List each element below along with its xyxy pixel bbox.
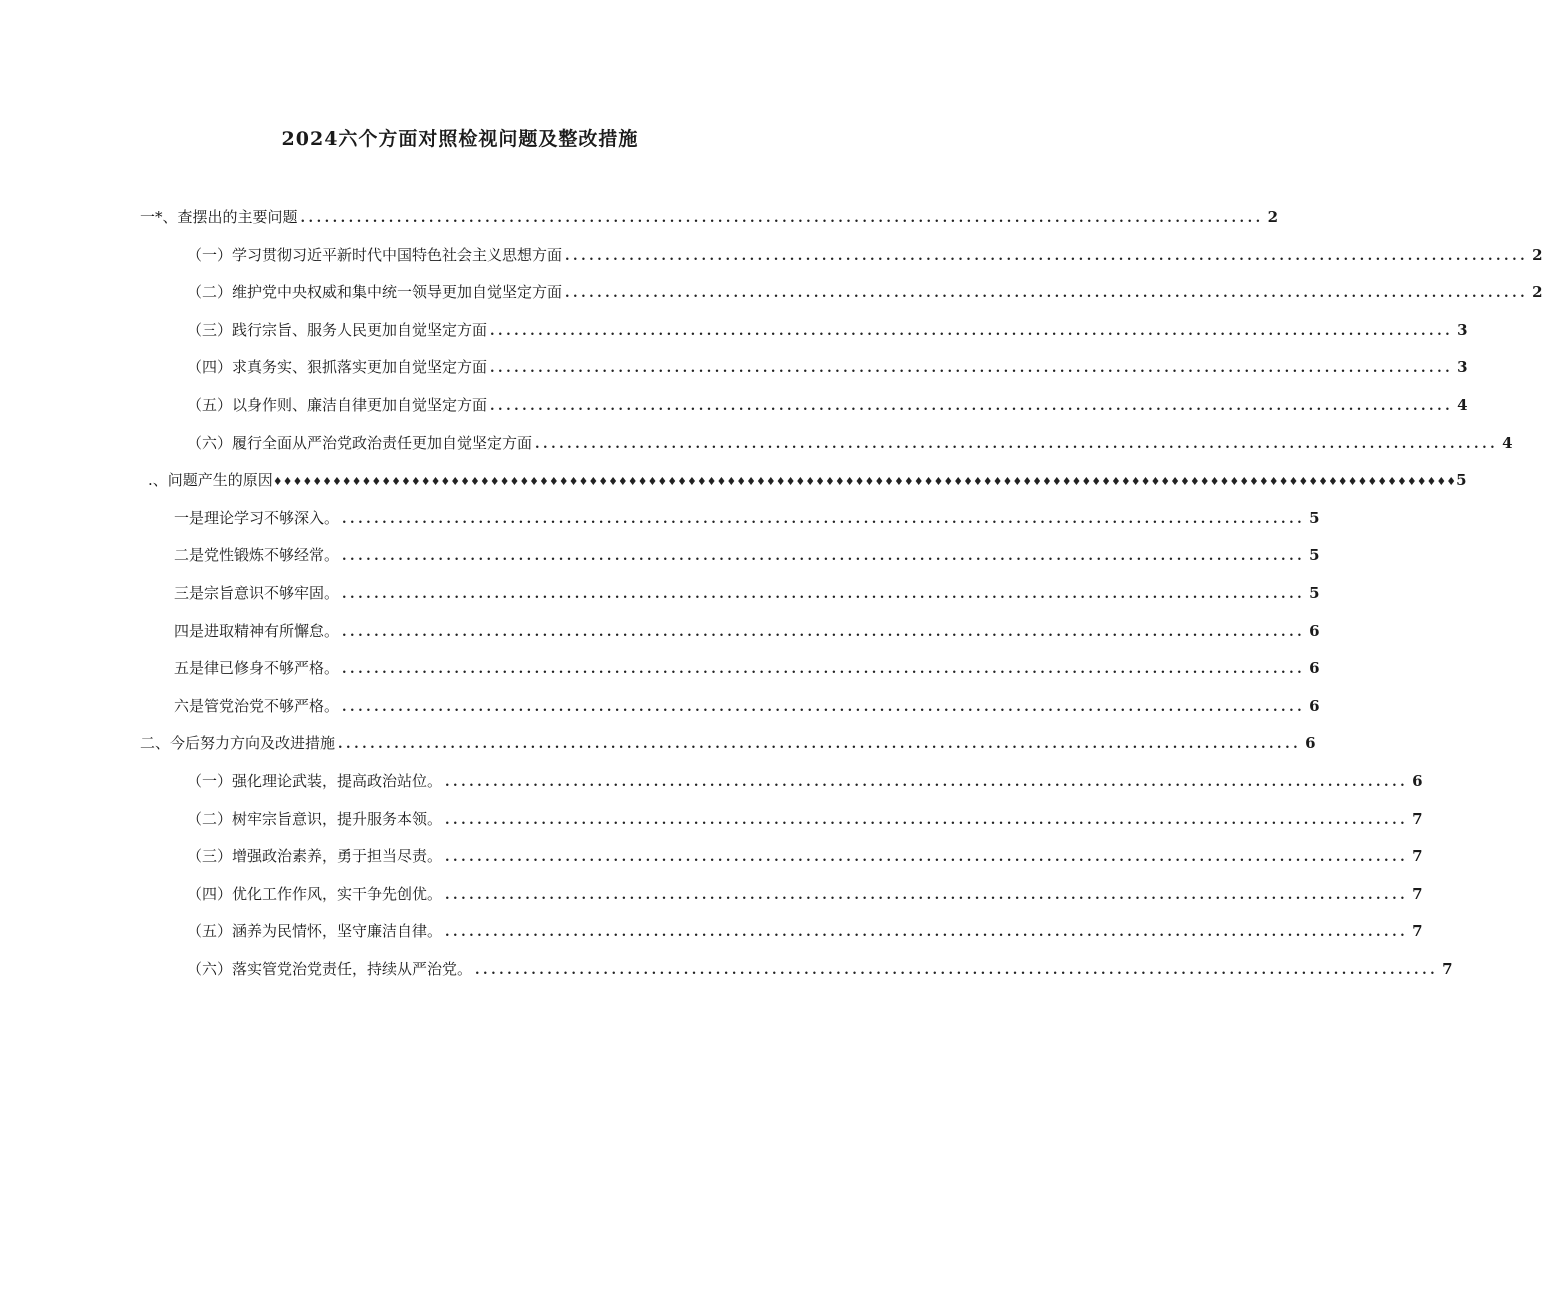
toc-leader: ........................................................................................................................ (445, 813, 1409, 828)
toc-entry[interactable] (140, 732, 1316, 754)
toc-page-number: 7 (1412, 885, 1423, 903)
toc-entry[interactable] (174, 582, 1320, 604)
toc-page-number: 4 (1457, 396, 1468, 414)
toc-page-number: 5 (1309, 509, 1320, 527)
toc-leader: ........................................................................................................................ (342, 587, 1306, 602)
toc-entry[interactable] (187, 319, 1468, 341)
toc-leader: ........................................................................................................................ (490, 361, 1454, 376)
toc-leader: ........................................................................................................................ (445, 888, 1409, 903)
toc-entry-label: 二是党性锻炼不够经常。 (174, 546, 340, 564)
toc-entry-label: 五是律已修身不够严格。 (174, 659, 340, 677)
toc-entry[interactable] (174, 544, 1320, 566)
toc-entry[interactable] (187, 394, 1468, 416)
toc-leader: ........................................................................................................................ (342, 662, 1306, 677)
toc-page-number: 7 (1412, 810, 1423, 828)
toc-leader: ........................................................................................................................ (490, 399, 1454, 414)
toc-entry-label: （二）维护党中央权威和集中统一领导更加自觉坚定方面 (187, 283, 563, 301)
toc-entry[interactable] (187, 883, 1423, 905)
toc-entry[interactable] (187, 770, 1423, 792)
toc-entry[interactable] (187, 244, 1543, 266)
toc-page-number: 2 (1532, 246, 1543, 264)
toc-entry[interactable] (174, 695, 1320, 717)
toc-entry[interactable] (174, 657, 1320, 679)
toc-page-number: 6 (1412, 772, 1423, 790)
toc-entry-label: 二、今后努力方向及改进措施 (140, 734, 336, 752)
toc-page-number: 5 (1456, 471, 1467, 489)
toc-entry[interactable] (187, 356, 1468, 378)
toc-entry-label: .、问题产生的原因 (148, 471, 273, 489)
toc-entry[interactable] (140, 206, 1279, 228)
toc-entry-label: （一）学习贯彻习近平新时代中国特色社会主义思想方面 (187, 246, 563, 264)
toc-page-number: 2 (1532, 283, 1543, 301)
toc-page-number: 3 (1457, 321, 1468, 339)
toc-entry[interactable] (187, 845, 1423, 867)
toc-entry[interactable] (187, 958, 1453, 980)
toc-entry[interactable] (174, 620, 1320, 642)
document-title: 2024六个方面对照检视问题及整改措施 (281, 128, 639, 150)
toc-page-number: 7 (1412, 922, 1423, 940)
toc-entry-label: （二）树牢宗旨意识，提升服务本领。 (187, 810, 443, 828)
toc-leader: ........................................................................................................................ (565, 286, 1529, 301)
toc-page-number: 2 (1267, 208, 1279, 226)
toc-entry-label: 一*、查摆出的主要问题 (140, 208, 298, 226)
toc-page-number: 3 (1457, 358, 1468, 376)
toc-entry-label: （一）强化理论武装，提高政治站位。 (187, 772, 443, 790)
toc-entry-label: （六）落实管党治党责任，持续从严治党。 (187, 960, 473, 978)
toc-entry-label: （五）以身作则、廉洁自律更加自觉坚定方面 (187, 396, 488, 414)
toc-leader: ........................................................................................................................ (445, 925, 1409, 940)
toc-entry[interactable] (148, 469, 1467, 491)
toc-entry[interactable] (187, 281, 1543, 303)
toc-entry-label: 一是理论学习不够深入。 (174, 509, 340, 527)
toc-entry-label: 三是宗旨意识不够牢固。 (174, 584, 340, 602)
toc-page-number: 5 (1309, 546, 1320, 564)
toc-leader: ........................................................................................................................ (342, 700, 1306, 715)
toc-leader: ........................................................................................................................ (342, 625, 1306, 640)
toc-leader: ........................................................................................................................ (300, 211, 1264, 226)
toc-page-number: 7 (1412, 847, 1423, 865)
toc-entry-label: （六）履行全面从严治党政治责任更加自觉坚定方面 (187, 434, 533, 452)
toc-leader: ........................................................................................................................ (475, 963, 1439, 978)
toc-page-number: 6 (1305, 734, 1316, 752)
toc-entry-label: （五）涵养为民情怀，坚守廉洁自律。 (187, 922, 443, 940)
toc-leader: ♦♦♦♦♦♦♦♦♦♦♦♦♦♦♦♦♦♦♦♦♦♦♦♦♦♦♦♦♦♦♦♦♦♦♦♦♦♦♦♦♦♦♦♦♦♦♦♦♦♦♦♦♦♦♦♦♦♦♦♦♦♦♦♦♦♦♦♦♦♦♦♦♦♦♦♦♦♦♦♦♦♦♦♦♦♦♦♦♦♦♦♦♦♦♦♦♦♦♦♦♦♦♦♦♦♦♦♦♦♦♦♦♦♦♦♦♦♦♦♦ (272, 475, 1457, 488)
toc-leader: ........................................................................................................................ (342, 512, 1306, 527)
toc-entry-label: （三）践行宗旨、服务人民更加自觉坚定方面 (187, 321, 488, 339)
toc-leader: ........................................................................................................................ (338, 737, 1302, 752)
toc-entry-label: 六是管党治党不够严格。 (174, 697, 340, 715)
toc-page-number: 4 (1502, 434, 1513, 452)
toc-page-number: 6 (1309, 697, 1320, 715)
toc-page-number: 5 (1309, 584, 1320, 602)
toc-entry-label: （四）优化工作作风，实干争先创优。 (187, 885, 443, 903)
toc-entry-label: 四是进取精神有所懈怠。 (174, 622, 340, 640)
toc-leader: ........................................................................................................................ (565, 249, 1529, 264)
toc-page-number: 7 (1442, 960, 1453, 978)
toc-page-number: 6 (1309, 659, 1320, 677)
toc-leader: ........................................................................................................................ (535, 437, 1499, 452)
toc-leader: ........................................................................................................................ (445, 850, 1409, 865)
toc-page-number: 6 (1309, 622, 1320, 640)
toc-entry-label: （四）求真务实、狠抓落实更加自觉坚定方面 (187, 358, 488, 376)
toc-entry[interactable] (187, 808, 1423, 830)
toc-entry[interactable] (187, 920, 1423, 942)
toc-entry[interactable] (187, 432, 1513, 454)
toc-leader: ........................................................................................................................ (445, 775, 1409, 790)
toc-leader: ........................................................................................................................ (490, 324, 1454, 339)
toc-leader: ........................................................................................................................ (342, 549, 1306, 564)
toc-entry-label: （三）增强政治素养，勇于担当尽责。 (187, 847, 443, 865)
toc-entry[interactable] (174, 507, 1320, 529)
